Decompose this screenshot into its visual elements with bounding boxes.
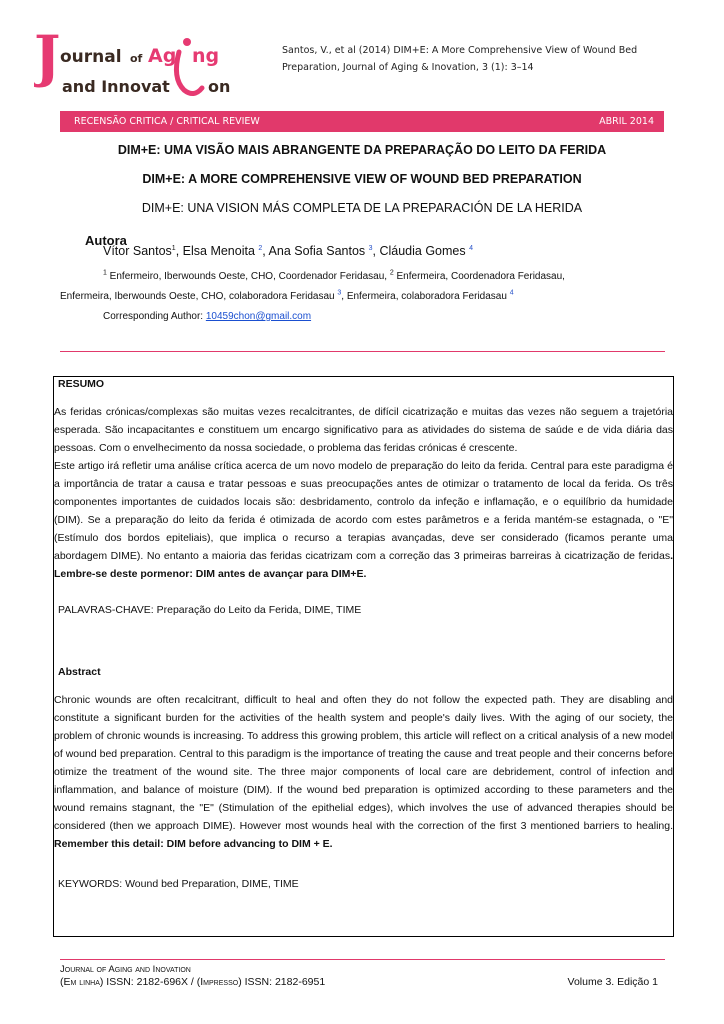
logo-word-ng: ng <box>192 45 220 67</box>
corresponding-email-link[interactable]: 10459chon@gmail.com <box>205 311 312 322</box>
resumo-keywords: PALAVRAS-CHAVE: Preparação do Leito da Ferida, DIME, TIME <box>58 604 362 616</box>
logo-word-journal: ournal <box>60 47 122 67</box>
authors-list <box>103 244 473 258</box>
abstract-paragraph <box>54 691 673 853</box>
author-sep-1: , Elsa Menoita <box>175 244 259 258</box>
title-spanish: DIM+E: UNA VISION MÁS COMPLETA DE LA PREPARACIÓN DE LA HERIDA <box>141 201 583 215</box>
footer-issn <box>60 976 325 988</box>
author-sep-2: , Ana Sofia Santos <box>262 244 369 258</box>
affiliation-line-2 <box>60 291 514 302</box>
resumo-heading: RESUMO <box>58 378 105 390</box>
corresponding-label: Corresponding Author: <box>103 311 206 322</box>
abstract-p1-text: Chronic wounds are often recalcitrant, difficult to heal and often they do not follow the expected path. They are disabling and constitute a significant burden for the activities of the health system and people's daily lives. With the aging of our society, the problem of chronic wounds is increasing. To address this growing problem, this article will reflect on a critical analysis of a new model of wound bed preparation. Central to this paradigm is the importance of treating the cause and treat people and their concerns before otimize the treatment of the wound site. The three major components of local care are debridement, control of infection and inflammation, and balance of moisture (DIM). If the wound bed preparation is optimized according to these parameters and the wound remains stagnant, the "E" (Stimulation of the epithelial edges), which involves the use of advanced therapies should be considered (then we approach DIME). However most wounds heal with the correction of the first 3 mentioned barriers to healing. <box>54 694 673 832</box>
abstract-heading: Abstract <box>58 666 101 678</box>
logo-word-of: of <box>130 52 143 65</box>
title-english: DIM+E: A MORE COMPREHENSIVE VIEW OF WOUND BED PREPARATION <box>142 172 582 186</box>
issn-print: ) ISSN: 2182-6951 <box>238 976 326 988</box>
citation-line-2: Preparation, Journal of Aging & Inovation, 3 (1): 3–14 <box>282 62 534 73</box>
issn-online: ) ISSN: 2182-696X / ( <box>99 976 201 988</box>
author-1-sup: 1 <box>171 244 176 252</box>
logo-big-j: J <box>34 28 61 90</box>
aff-sup-2: 2 <box>389 269 394 277</box>
resumo-paragraph-1: As feridas crónicas/complexas são muitas vezes recalcitrantes, de difícil cicatrização e muitas das vezes não seguem a trajetória esperada. São incapacitantes e constituem um encargo significativo para as atividades do sistema de saúde e de vida diária das pessoas. Com o envelhecimento da nossa sociedade, o problema das feridas crónicas é crescente. <box>54 406 673 454</box>
logo-word-ag: Ag <box>148 45 177 67</box>
divider-top <box>60 351 665 352</box>
divider-bottom <box>60 959 665 960</box>
journal-logo <box>34 28 244 100</box>
abstract-p1-bold: Remember this detail: DIM before advancing to DIM + E. <box>54 838 333 850</box>
journal-logo-graphic <box>34 28 244 100</box>
logo-word-innovation: and Innovat <box>62 77 170 96</box>
aff-sup-3: 3 <box>337 289 342 297</box>
aff-text-2: Enfermeira, Iberwounds Oeste, CHO, colaboradora Feridasau <box>60 291 338 302</box>
abstract-keywords: KEYWORDS: Wound bed Preparation, DIME, TIME <box>58 878 299 890</box>
authors-heading: Autora <box>85 233 127 248</box>
citation <box>282 42 682 76</box>
author-3-sup: 3 <box>368 244 373 252</box>
citation-line-1: Santos, V., et al (2014) DIM+E: A More Comprehensive View of Wound Bed <box>282 45 638 56</box>
abstract-box <box>53 376 674 937</box>
aff-sup-1: 1 <box>103 269 107 277</box>
resumo-paragraph-2 <box>54 457 673 583</box>
author-sep-3: , Cláudia Gomes <box>372 244 470 258</box>
author-2-sup: 2 <box>258 244 263 252</box>
title-portuguese: DIM+E: UMA VISÃO MAIS ABRANGENTE DA PREPARAÇÃO DO LEITO DA FERIDA <box>117 143 607 157</box>
issn-open: ( <box>60 976 64 988</box>
author-4-sup: 4 <box>469 244 474 252</box>
footer-journal-name: Journal of Aging and Inovation <box>60 964 191 975</box>
banner-date: ABRIL 2014 <box>599 116 654 127</box>
aff-sup-4: 4 <box>509 289 514 297</box>
affiliation-line-1 <box>103 271 565 282</box>
aff-text-2b: , Enfermeira, colaboradora Feridasau <box>341 291 510 302</box>
issn-print-label: Impresso <box>200 976 239 988</box>
issn-online-label: Em linha <box>63 976 100 988</box>
logo-dot <box>183 38 191 46</box>
banner-section-label: RECENSÃO CRITICA / CRITICAL REVIEW <box>74 116 260 127</box>
section-banner <box>60 111 664 132</box>
footer-volume: Volume 3. Edição 1 <box>567 976 658 988</box>
logo-word-on: on <box>208 77 231 96</box>
aff-text-1: Enfermeiro, Iberwounds Oeste, CHO, Coordenador Feridasau, <box>106 271 390 282</box>
resumo-p2-text: Este artigo irá refletir uma análise crítica acerca de um novo modelo de preparação do leito da ferida. Central para este paradigma é a importância de tratar a causa e tratar pessoas e suas preocupações antes de otimizar o tratamento de local da ferida. Os três componentes importantes de cuidados locais são: desbridamento, controlo da infeção e inflamação, e o equilíbrio da humidade (DIM). Se a preparação do leito da ferida é otimizada de acordo com estes parâmetros e a ferida mantém-se estagnada, o "E" (Estímulo dos bordos epiteliais), que implica o recurso a terapias avançadas, deve ser considerado (ficamos perante uma abordagem DIME). No entanto a maioria das feridas cicatrizam com a correção das 3 primeiras barreiras à cicatrização de feridas <box>54 460 673 562</box>
aff-text-1b: Enfermeira, Coordenadora Feridasau, <box>393 271 565 282</box>
corresponding-author <box>103 311 311 322</box>
resumo-p2-bold: . Lembre-se deste pormenor: DIM antes de avançar para DIM+E. <box>54 550 673 580</box>
author-1: Vítor Santos <box>103 244 172 258</box>
